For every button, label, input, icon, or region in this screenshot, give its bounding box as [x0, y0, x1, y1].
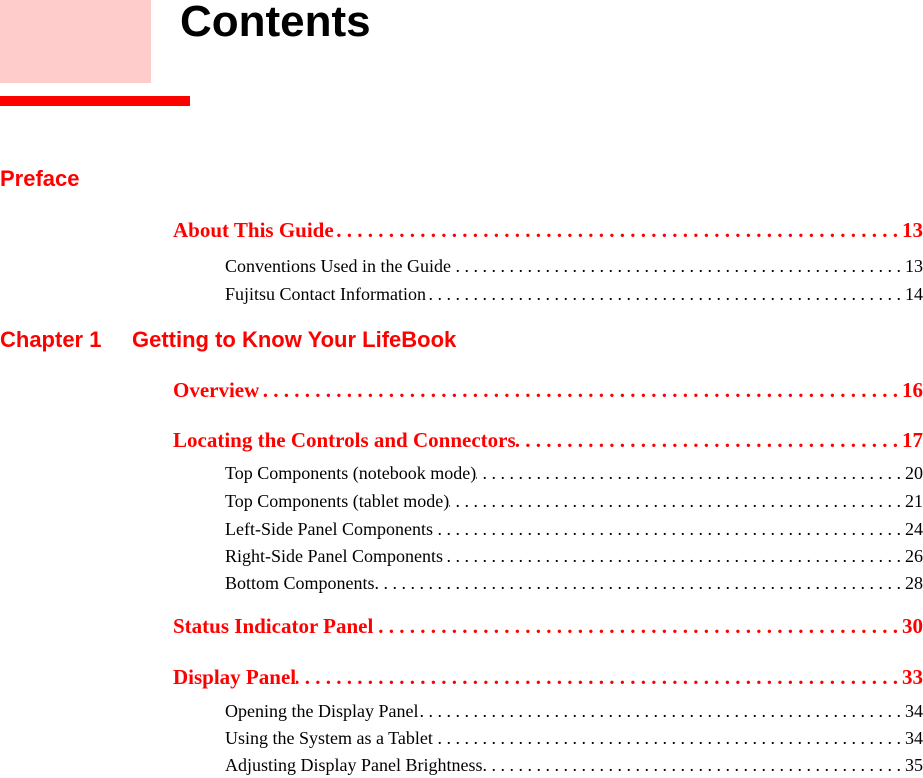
- dot-leader: [259, 377, 902, 403]
- preface-heading: Preface: [0, 166, 80, 191]
- toc-entry-status-panel[interactable]: [173, 613, 923, 639]
- toc-entry-label: Fujitsu Contact Information: [225, 284, 426, 304]
- dot-leader: [449, 490, 905, 512]
- toc-entry-label: About This Guide: [173, 218, 334, 242]
- toc-page-number: 30: [902, 614, 923, 638]
- chapter-title: Getting to Know Your LifeBook: [132, 327, 457, 352]
- toc-page-number: 28: [905, 573, 923, 593]
- toc-entry-locating-controls[interactable]: [173, 427, 923, 453]
- toc-entry-label: Right-Side Panel Components: [225, 546, 443, 566]
- toc-entry-left-side[interactable]: [225, 518, 923, 540]
- toc-entry-display-panel[interactable]: [173, 664, 923, 690]
- chapter-number: Chapter 1: [0, 327, 102, 352]
- dot-leader: [483, 754, 906, 776]
- toc-page-number: 33: [902, 665, 923, 689]
- dot-leader: [516, 427, 902, 453]
- toc-page-number: 21: [905, 491, 923, 511]
- dot-leader: [296, 664, 902, 690]
- toc-entry-bottom[interactable]: [225, 572, 923, 594]
- toc-entry-label: Conventions Used in the Guide: [225, 256, 451, 276]
- toc-page-number: 16: [902, 378, 923, 402]
- toc-page-number: 26: [905, 546, 923, 566]
- toc-page-number: 20: [905, 463, 923, 483]
- toc-entry-label: Opening the Display Panel: [225, 701, 419, 721]
- dot-leader: [334, 217, 902, 243]
- toc-entry-top-tablet[interactable]: [225, 490, 923, 512]
- toc-entry-about-guide[interactable]: [173, 217, 923, 243]
- dot-leader: [443, 545, 905, 567]
- dot-leader: [426, 283, 905, 305]
- toc-entry-contact-info[interactable]: [225, 283, 923, 305]
- toc-entry-label: Adjusting Display Panel Brightness: [225, 755, 483, 775]
- page-title: Contents: [180, 0, 371, 46]
- dot-leader: [375, 572, 905, 594]
- toc-entry-right-side[interactable]: [225, 545, 923, 567]
- toc-entry-label: Locating the Controls and Connectors: [173, 428, 516, 452]
- toc-page-number: 17: [902, 428, 923, 452]
- toc-entry-label: Top Components (notebook mode): [225, 463, 477, 483]
- toc-entry-label: Left-Side Panel Components: [225, 519, 433, 539]
- toc-entry-label: Display Panel: [173, 665, 297, 689]
- dot-leader: [476, 462, 905, 484]
- toc-page-number: 13: [905, 256, 923, 276]
- toc-entry-label: Overview: [173, 378, 260, 402]
- dot-leader: [433, 727, 905, 749]
- toc-entry-overview[interactable]: [173, 377, 923, 403]
- toc-entry-conventions[interactable]: [225, 255, 923, 277]
- toc-page-number: 34: [905, 701, 923, 721]
- toc-entry-label: Using the System as a Tablet: [225, 728, 433, 748]
- toc-entry-opening-display[interactable]: [225, 700, 923, 722]
- dot-leader: [373, 613, 902, 639]
- toc-entry-top-notebook[interactable]: [225, 462, 923, 484]
- dot-leader: [418, 700, 905, 722]
- toc-entry-using-tablet[interactable]: [225, 727, 923, 749]
- dot-leader: [433, 518, 905, 540]
- toc-entry-label: Top Components (tablet mode): [225, 491, 450, 511]
- toc-entry-label: Status Indicator Panel: [173, 614, 374, 638]
- toc-page-number: 24: [905, 519, 923, 539]
- toc-page-number: 35: [905, 755, 923, 775]
- toc-page-number: 34: [905, 728, 923, 748]
- toc-page-number: 13: [902, 218, 923, 242]
- dot-leader: [451, 255, 905, 277]
- header-pink-block: [0, 0, 151, 83]
- toc-entry-brightness[interactable]: [225, 754, 923, 776]
- toc-entry-label: Bottom Components: [225, 573, 375, 593]
- toc-page-number: 14: [905, 284, 923, 304]
- header-red-bar: [0, 96, 190, 106]
- chapter-1-heading: [0, 327, 456, 353]
